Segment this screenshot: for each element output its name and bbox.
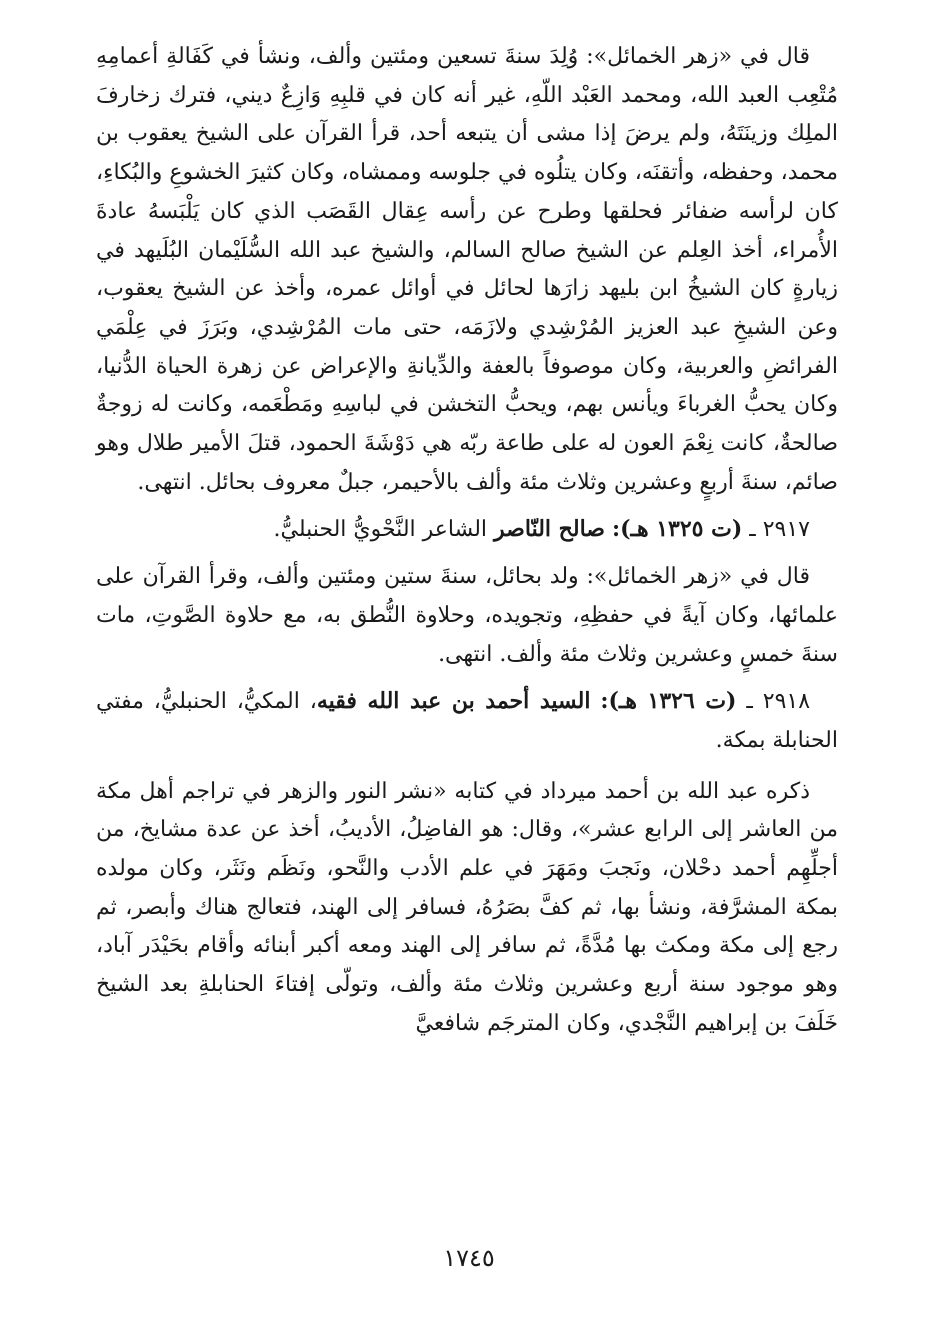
biography-paragraph: قال في «زهر الخمائل»: ولد بحائل، سنةَ ستين ومئتين وألف، وقرأ القرآن على علمائها، وكان آيةً في حفظِهِ، وتجويده، وحلاوة النُّطق به، مع حلاوة الصَّوتِ، مات سنةَ خمسٍ وعشرين وثلاث مئة وألف. انتهى. xyxy=(96,564,838,667)
entry-date: (ت ١٣٢٦ هـ): xyxy=(600,688,737,715)
page-number: ١٧٤٥ xyxy=(443,1244,495,1272)
entry-description: الشاعر النَّحْويُّ الحنبليُّ. xyxy=(273,517,488,543)
entry-description: ، المكيُّ، الحنبليُّ، مفتي الحنابلة بمكة. xyxy=(96,689,838,753)
spacer xyxy=(96,761,838,773)
entry-name: صالح النّاصر xyxy=(494,516,605,543)
document-page xyxy=(96,38,838,1044)
entry-heading-2917 xyxy=(96,510,838,550)
entry-heading-2918 xyxy=(96,682,838,760)
entry-date: (ت ١٣٢٥ هـ): xyxy=(611,516,743,543)
biography-paragraph: ذكره عبد الله بن أحمد ميرداد في كتابه «نشر النور والزهر في تراجم أهل مكة من العاشر إلى الرابع عشر»، وقال: هو الفاضِلُ، الأديبُ، أخذ عن عدة مشايخ، من أجلِّهِم أحمد دحْلان، ونَجبَ ومَهَرَ في علم الأدب والنَّحو، ونَظَم ونَثَر، وكان مولده بمكة المشرَّفة، ونشأ بها، ثم كفَّ بصَرُهُ، فسافر إلى الهند، فتعالج هناك وأبصر، ثم رجع إلى مكة ومكث بها مُدَّةً، ثم سافر إلى الهند ومعه أكبر أبنائه وأقام بحَيْدَر آباد، وهو موجود سنة أربع وعشرين وثلاث مئة وألف، وتولّى إفتاءَ الحنابلةِ بعد الشيخ خَلَفَ بن إبراهيم النَّجْدي، وكان المترجَم شافعيَّ xyxy=(96,778,838,1036)
entry-name: السيد أحمد بن عبد الله فقيه xyxy=(316,688,591,715)
entry-number: ٢٩١٨ ـ xyxy=(746,689,811,715)
spacer xyxy=(96,550,838,558)
spacer xyxy=(96,674,838,682)
biography-paragraph: قال في «زهر الخمائل»: وُلِدَ سنةَ تسعين ومئتين وألف، ونشأ في كَفَالةِ أعمامِهِ مُتْعِب العبد الله، ومحمد العَبْد اللّهِ، غير أنه كان في قلبِهِ وَازِعٌ ديني، فترك زخارفَ الملِك وزينَتَهُ، ولم يرضَ إذا مشى أن يتبعه أحد، قرأ القرآن على الشيخ يعقوب بن محمد، وحفظه، وأتقنَه، وكان يتلُوه في جلوسه وممشاه، وكان كثيرَ الخشوعِ والبُكاءِ، كان لرأسه ضفائر فحلقها وطرح عن رأسه عِقال القَصَب الذي كان يَلْبَسهُ عادةَ الأُمراء، أخذ العِلم عن الشيخ صالح السالم، والشيخ عبد الله السُّلَيْمان البُلَيهد في زيارةٍ كان الشيخُ ابن بليهد زارَها لحائل في أوائل عمره، وأخذ عن الشيخ يعقوب، وعن الشيخِ عبد العزيز المُرْشِدي ولازَمَه، حتى مات المُرْشِدي، وبَرَزَ في عِلْمَي الفرائضِ والعربية، وكان موصوفاً بالعفة والدِّيانةِ والإعراض عن زهرة الحياة الدُّنيا، وكان يحبُّ الغرباءَ ويأنس بهم، ويحبُّ التخشن في لباسِهِ ومَطْعَمه، وكانت له زوجةٌ صالحةٌ، كانت نِعْمَ العون له على طاعة ربّه هي دَوْشَةَ الحمود، قتلَ الأمير طلال وهو صائم، سنةَ أربعٍ وعشرين وثلاث مئة وألف بالأحيمر، جبلٌ معروف بحائل. انتهى. xyxy=(96,44,838,495)
entry-number: ٢٩١٧ ـ xyxy=(749,517,810,543)
spacer xyxy=(96,502,838,510)
